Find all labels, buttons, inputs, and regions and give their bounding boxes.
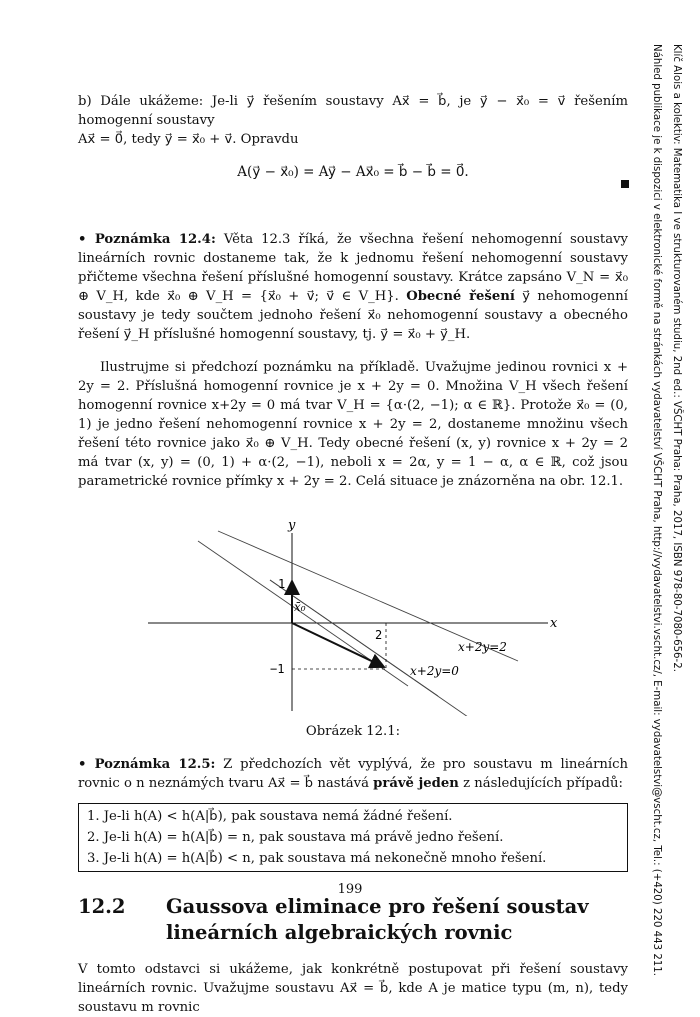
sidebar-line-2: Klíč Alois a kolektiv: Matematika I ve strukturovaném studiu, 2nd ed.: VŠCHT Praha: Praha, 2017, ISBN 978-80-7080-656-2. <box>671 44 682 672</box>
line1-label: x+2y=2 <box>458 640 507 654</box>
sidebar-notice <box>650 44 682 977</box>
tick-label-1: 1 <box>278 577 286 591</box>
vector-label: x̄₀ <box>294 600 306 614</box>
section-title: Gaussova eliminace pro řešení soustav lineárních algebraických rovnic <box>166 895 589 944</box>
tick-label-2: 2 <box>375 628 383 642</box>
page-content <box>78 92 628 1017</box>
equation-main: A(y⃗ − x⃗₀) = Ay⃗ − Ax⃗₀ = b⃗ − b⃗ = 0⃗. <box>237 164 469 180</box>
note-12-5-title: • Poznámka 12.5: <box>78 757 216 772</box>
case-item: 1. Je-li h(A) < h(A|b⃗), pak soustava nemá žádné řešení. <box>87 809 453 824</box>
note-12-4 <box>78 230 628 344</box>
note-12-4-text2: y⃗ nehomogenní soustavy je tedy součtem jednoho řešení x⃗₀ nehomogenní soustavy a obecného řešení y⃗_H příslušné homogenní soustavy, tj. y⃗ = x⃗₀ + y⃗_H. <box>78 289 628 342</box>
section-heading <box>78 894 628 946</box>
note-12-5-text: Z předchozích vět vyplývá, že pro soustavu m lineárních rovnic o n neznámých tvaru Ax⃗ = b⃗ nastává <box>78 757 628 791</box>
y-axis-label: y <box>288 518 296 533</box>
case-item: 3. Je-li h(A) = h(A|b⃗) < n, pak soustava má nekonečně mnoho řešení. <box>87 851 547 866</box>
figure-12-1 <box>78 501 628 716</box>
note-12-4-text: Věta 12.3 říká, že všechna řešení nehomogenní soustavy lineárních rovnic dostaneme tak, že k jednomu řešení nehomogenní soustavy přičteme všechna řešení příslušné homogenní soustavy. Krátce zapsáno V_N = x⃗₀ ⊕ V_H, kde x⃗₀ ⊕ V_H = {x⃗₀ + v⃗; v⃗ ∈ V_H}. <box>78 232 628 304</box>
note-12-5-bold: právě jeden <box>373 776 459 791</box>
paragraph-b-line1: b) Dále ukážeme: Je-li y⃗ řešením soustavy Ax⃗ = b⃗, je y⃗ − x⃗₀ = v⃗ řešením homogenní soustavy <box>78 94 628 128</box>
note-12-5 <box>78 755 628 793</box>
figure-caption: Obrázek 12.1: <box>305 724 401 739</box>
figure-plot <box>78 501 628 716</box>
tick-label-minus1: −1 <box>270 662 285 676</box>
case-item: 2. Je-li h(A) = h(A|b⃗) = n, pak soustava má právě jedno řešení. <box>87 830 504 845</box>
paragraph-b-line2: Ax⃗ = 0⃗, tedy y⃗ = x⃗₀ + v⃗. Opravdu <box>78 132 299 147</box>
x-axis-label: x <box>550 616 558 631</box>
note-12-4-title: • Poznámka 12.4: <box>78 232 216 247</box>
vector-direction <box>292 623 384 667</box>
illustration-paragraph: Ilustrujme si předchozí poznámku na příkladě. Uvažujme jedinou rovnici x + 2y = 2. Příslušná homogenní rovnice je x + 2y = 0. Množina V_H všech řešení homogenní rovnice x+2y = 0 má tvar V_H = {α·(2, −1); α ∈ ℝ}. Protože x⃗₀ = (0, 1) je jedno řešení nehomogenní rovnice x + 2y = 2, dostaneme množinu všech řešení této rovnice jako x⃗₀ ⊕ V_H. Tedy obecné řešení (x, y) rovnice x + 2y = 2 má tvar (x, y) = (0, 1) + α·(2, −1), neboli x = 2α, y = 1 − α, α ∈ ℝ, což jsou parametrické rovnice přímky x + 2y = 2. Celá situace je znázorněna na obr. 12.1. <box>78 360 628 489</box>
section-number: 12.2 <box>78 895 126 918</box>
line2-label: x+2y=0 <box>410 664 459 678</box>
note-12-4-bold: Obecné řešení <box>406 289 515 304</box>
section-paragraph: V tomto odstavci si ukážeme, jak konkrétně postupovat při řešení soustavy lineárních rovnic. Uvažujme soustavu Ax⃗ = b⃗, kde A je matice typu (m, n), tedy soustavu m rovnic <box>78 962 628 1015</box>
qed-square-icon <box>621 180 629 188</box>
page-number: 199 <box>337 882 363 897</box>
note-12-5-end: z následujících případů: <box>463 776 623 791</box>
sidebar-line-1: Náhled publikace je k dispozici v elektronické formě na stránkách vydavatelství VŠCHT Praha, http://vydavatelstvi.vscht.cz/, E-mail: vydavatelstvi@vscht.cz, Tel.: (+420) 220 443 211. <box>651 44 662 977</box>
cases-box <box>78 803 628 872</box>
